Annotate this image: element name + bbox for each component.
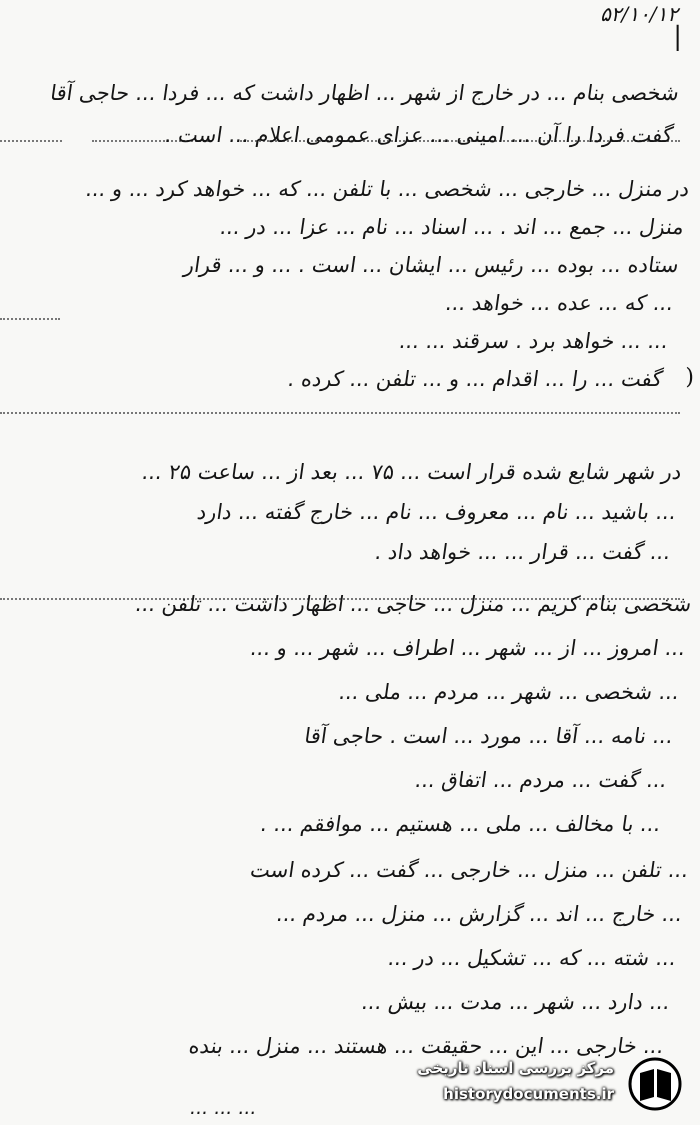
paragraph-3 [6,452,685,572]
text-line: در شهر شایع شده قرار است ... ۷۵ ... بعد از ... ساعت ۲۵ ... [140,460,684,484]
text-line: ... شخصی ... شهر ... مردم ... ملی ... [337,680,681,704]
text-line: ... امروز ... از ... شهر ... اطراف ... شهر ... و ... [248,636,687,660]
watermark [410,1053,692,1115]
text-line: ... ... خواهد برد . سرقند ... ... [397,329,670,353]
paragraph-1 [8,72,682,156]
paragraph-4 [0,582,695,846]
text-line: ... تلفن ... منزل ... خارجی ... گفت ... کرده است [248,858,691,882]
text-line: ... گفت ... قرار ... ... خواهد داد . [373,540,673,564]
text-line: شخصی بنام کریم ... منزل ... حاجی ... اظهار داشت ... تلفن ... [133,592,694,616]
text-line: ... با مخالف ... ملی ... هستیم ... موافقم ... . [258,812,663,836]
text-line: ... گفت ... مردم ... اتفاق ... [413,768,669,792]
paragraph-2 [0,170,692,398]
text-line: گفت ... را ... اقدام ... و ... تلفن ... کرده . [286,367,665,391]
dotted-separator [0,412,680,414]
text-line: ... نامه ... آقا ... مورد ... است . حاجی آقا [302,724,675,748]
text-line: ... باشید ... نام ... معروف ... نام ... خارج گفته ... دارد [195,500,678,524]
document-date: ۵۲/۱۰/۱۲ [600,2,678,26]
text-line: منزل ... جمع ... اند . ... اسناد ... نام ... عزا ... در ... [218,215,686,239]
margin-mark: | [673,22,682,52]
watermark-url: historydocuments.ir [443,1085,614,1103]
book-logo-icon [626,1057,684,1111]
text-line: ... خارج ... اند ... گزارش ... منزل ... مردم ... [274,902,684,926]
text-line: شخصی بنام ... در خارج از شهر ... اظهار داشت که ... فردا ... حاجی آقا [48,81,681,105]
signature: ... ... ... [188,1097,258,1119]
paragraph-5 [0,848,691,1068]
text-line: ... که ... عده ... خواهد ... [443,291,676,315]
text-line: ... خارجی ... این ... حقیقت ... هستند ... منزل ... بنده [187,1034,666,1058]
text-line: ... دارد ... شهر ... مدت ... بیش ... [360,990,672,1014]
text-line: ستاده ... بوده ... رئیس ... ایشان ... است . ... و ... قرار [182,253,681,277]
text-line: در منزل ... خارجی ... شخصی ... با تلفن ... که ... خواهد کرد ... و ... [84,177,692,201]
text-line: گفت فردا را آن ... امینی ... عزای عمومی اعلام ... است . [163,123,675,147]
watermark-title: مرکز بررسی اسناد تاریخی [417,1059,614,1077]
margin-mark: ) [685,365,694,390]
text-line: ... شته ... که ... تشکیل ... در ... [386,946,678,970]
